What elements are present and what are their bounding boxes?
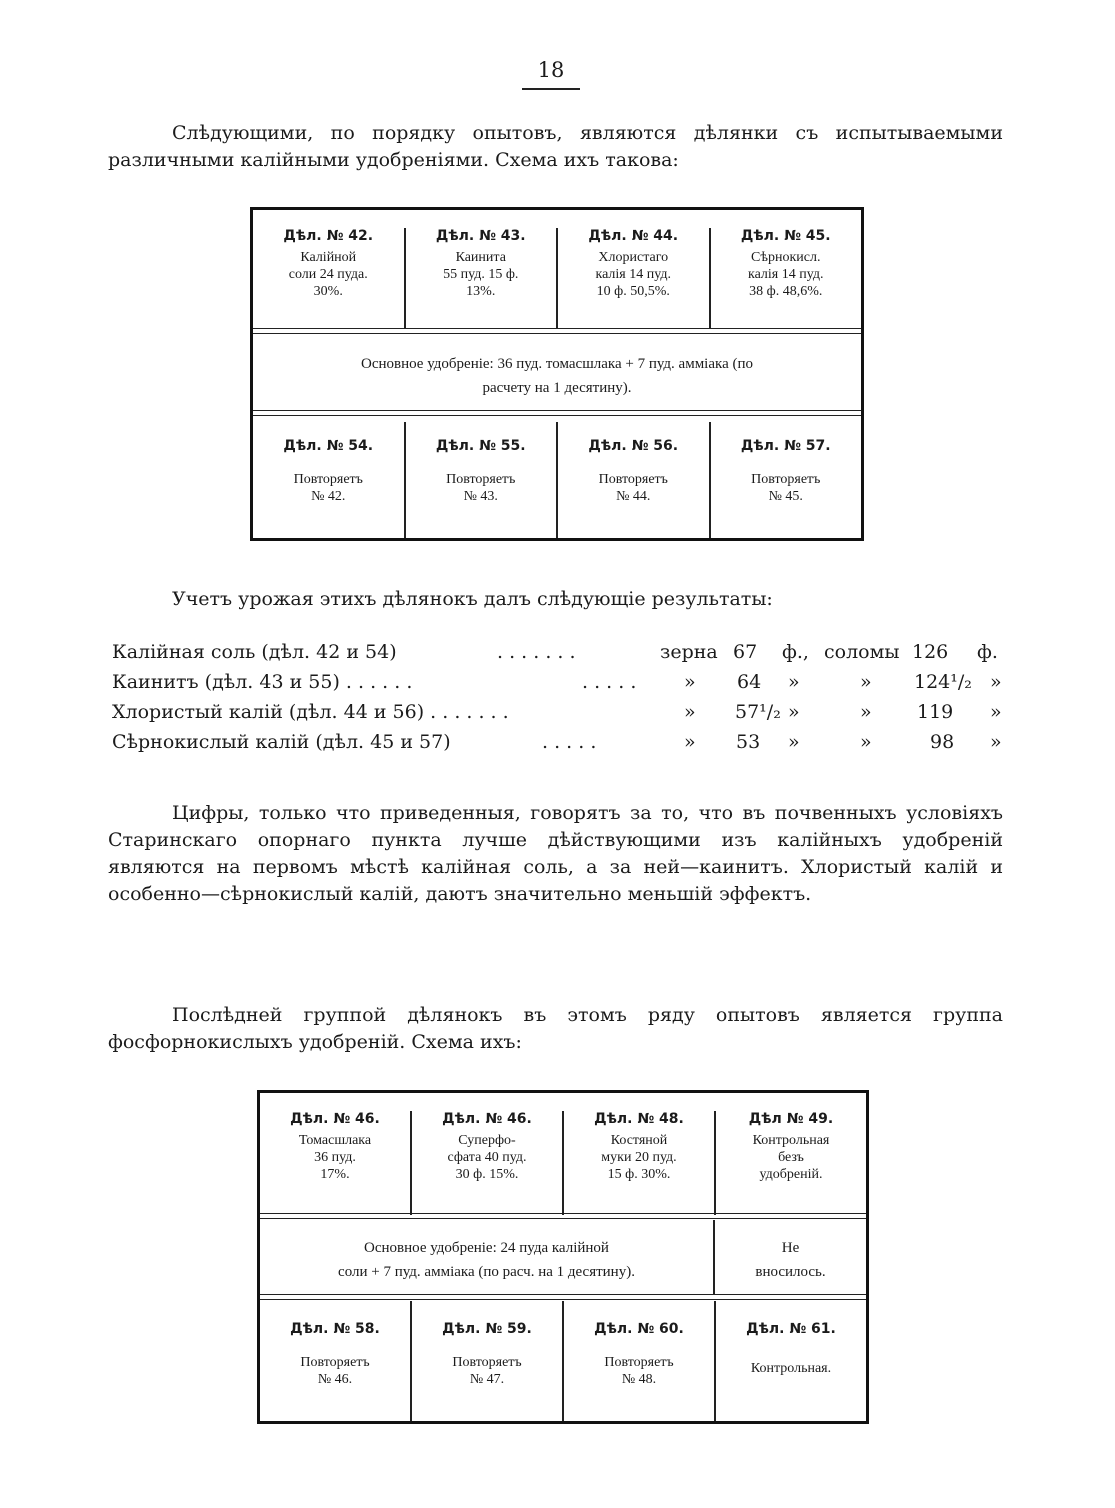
table2-cell-6: Дѣл. № 60. Повторяетъ № 48. <box>562 1301 714 1421</box>
table1-cell-1: Дѣл. № 43. Каинита 55 пуд. 15 ф. 13%. <box>404 228 557 328</box>
table2-base-fertilizer: Основное удобреніе: 24 пуда калійной соли + 7 пуд. аммiака (по расч. на 1 десятину). <box>338 1240 635 1280</box>
table2-cell-1: Дѣл. № 46. Суперфо- сфата 40 пуд. 30 ф. 15%. <box>410 1111 562 1215</box>
page-number-rule <box>522 88 580 90</box>
result-row: Калiйная соль (дѣл. 42 и 54) . . . . . . . зерна 67 ф., соломы 126 ф. <box>112 641 998 663</box>
result-row: Хлористый калій (дѣл. 44 и 56) . . . . . . . » 57¹/₂ » » 119 » <box>112 701 1002 723</box>
table1-bottom-row <box>253 422 861 538</box>
paragraph-intro: Слѣдующими, по порядку опытовъ, являются дѣлянки съ испытываемыми различными калійными удобреніями. Схема ихъ такова: <box>108 122 1003 171</box>
table1-cell-6: Дѣл. № 56. Повторяетъ № 44. <box>556 422 709 538</box>
table1-cell-3: Дѣл. № 45. Сѣрнокисл. калія 14 пуд. 38 ф. 48,6%. <box>709 228 862 328</box>
table1-divider-upper <box>253 328 861 334</box>
potash-scheme-table <box>250 207 864 541</box>
table2-not-applied: Не вносилось. <box>713 1220 866 1294</box>
table2-cell-2: Дѣл. № 48. Костяной муки 20 пуд. 15 ф. 30%. <box>562 1111 714 1215</box>
table1-cell-5: Дѣл. № 55. Повторяетъ № 43. <box>404 422 557 538</box>
table1-top-row <box>253 228 861 328</box>
table2-divider-upper <box>260 1213 866 1219</box>
table2-middle-row <box>260 1220 866 1294</box>
table1-base-fertilizer: Основное удобреніе: 36 пуд. томасшлака + 7 пуд. аммiака (по расчету на 1 десятину). <box>361 356 753 396</box>
table1-cell-7: Дѣл. № 57. Повторяетъ № 45. <box>709 422 862 538</box>
table1-cell-0: Дѣл. № 42. Калійной соли 24 пуда. 30%. <box>283 228 374 299</box>
table2-cell-3: Дѣл № 49. Контрольная безъ удобреній. <box>714 1111 866 1215</box>
table1-cell-2: Дѣл. № 44. Хлористаго калія 14 пуд. 10 ф. 50,5%. <box>556 228 709 328</box>
table2-cell-7: Дѣл. № 61. Контрольная. <box>714 1301 866 1421</box>
table2-bottom-row <box>260 1301 866 1421</box>
paragraph-conclusion: Цифры, только что приведенныя, говорятъ за то, что въ почвенныхъ условiяхъ Старинскаго опорнаго пункта лучше дѣйствующими изъ калійныхъ удобреній являются на первомъ мѣстѣ калійная соль, а за ней—каинитъ. Хлористый калій и особенно—сѣрнокислый калій, даютъ значительно меньшій эффектъ. <box>108 802 1003 905</box>
phosphate-scheme-table <box>257 1090 869 1424</box>
table1-cell-4: Дѣл. № 54. Повторяетъ № 42. <box>283 438 374 504</box>
table2-cell-0: Дѣл. № 46. Томасшлака 36 пуд. 17%. <box>290 1111 380 1182</box>
table2-divider-lower <box>260 1294 866 1300</box>
result-row: Сѣрнокислый калій (дѣл. 45 и 57) . . . . . » 53 » » 98 » <box>112 731 1002 753</box>
result-row: Каинитъ (дѣл. 43 и 55) . . . . . . . . . . . » 64 » » 124¹/₂ » <box>112 671 1002 693</box>
table2-top-row <box>260 1111 866 1215</box>
table2-cell-5: Дѣл. № 59. Повторяетъ № 47. <box>410 1301 562 1421</box>
paragraph-results-intro: Учетъ урожая этихъ дѣлянокъ далъ слѣдующіе результаты: <box>172 588 773 610</box>
table2-cell-4: Дѣл. № 58. Повторяетъ № 46. <box>290 1321 380 1387</box>
table1-divider-lower <box>253 410 861 416</box>
page-number: 18 <box>537 58 565 82</box>
paragraph-phosphate-intro: Послѣдней группой дѣлянокъ въ этомъ ряду опытовъ является группа фосфорнокислыхъ удобреній. Схема ихъ: <box>108 1004 1003 1053</box>
